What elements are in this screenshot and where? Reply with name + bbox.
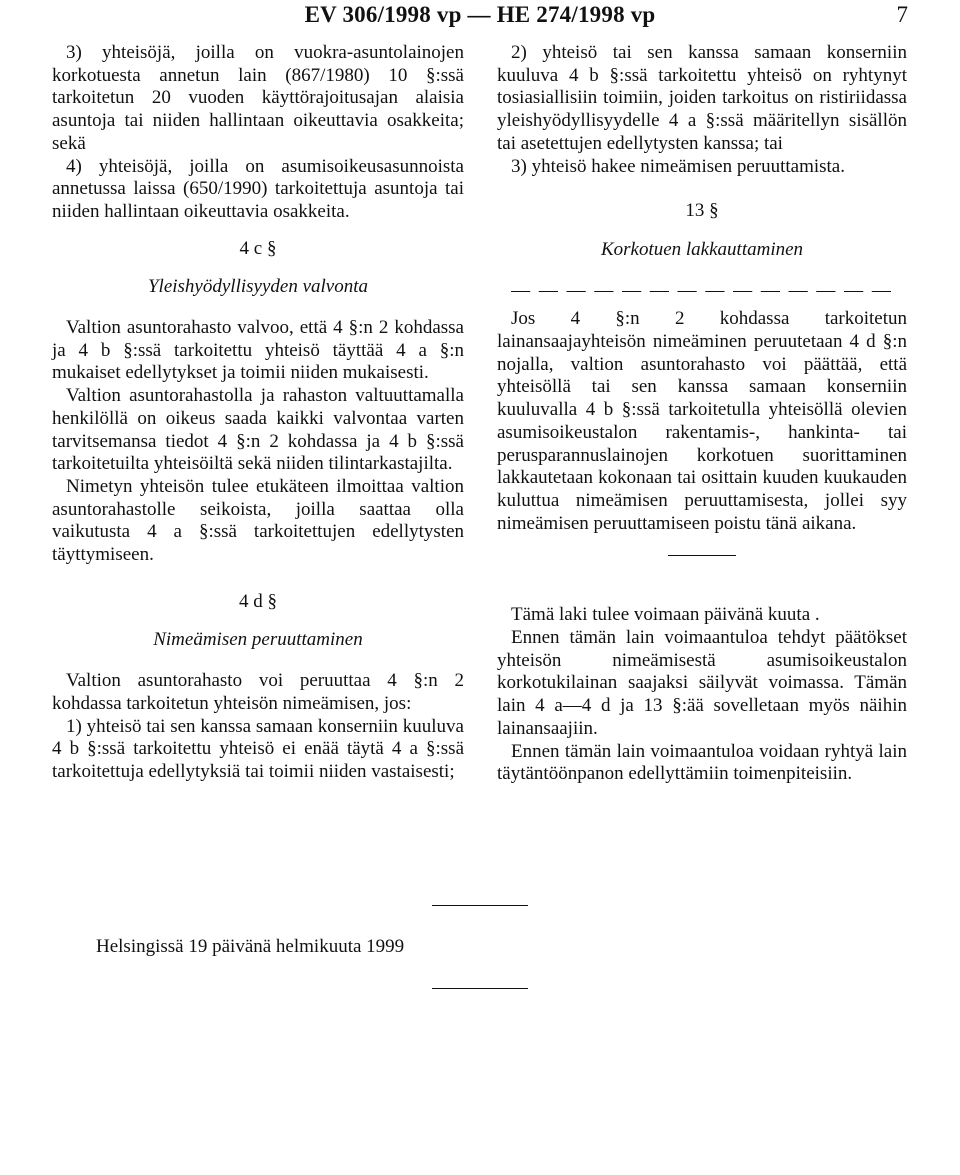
section-4c-paragraph-3: Nimetyn yhteisön tulee etukäteen ilmoittaa valtion asuntorahastolle seikoista, joilla saattaa olla vaikutusta 4 a §:ssä tarkoitettujen edellytysten täyttymiseen. [52,475,464,566]
section-4c-title: Yleishyödyllisyyden valvonta [147,276,369,298]
section-13-heading: 13 § [685,200,719,222]
section-4c-heading: 4 c § [239,237,277,259]
section-13-paragraph-1: Jos 4 §:n 2 kohdassa tarkoitetun lainansaajayhteisön nimeäminen peruutetaan 4 d §:n nojalla, valtion asuntorahasto voi päättää, että yhteisöllä tai sen kanssa samaan konserniin kuuluvalla 4 b §:ssä tarkoitetulla yhteisöllä olevien asumisoikeustalon rakentamis-, hankinta- tai perusparannuslainojen korkotuen suorittaminen lakkautetaan kokonaan tai osittain kuuden kuukauden kuluttua nimeämisen peruuttamisesta, jollei syy nimeämisen peruuttamiseen poistu tänä aikana. [497,308,907,534]
section-4c-paragraph-2: Valtion asuntorahastolla ja rahaston valtuuttamalla henkilöllä on oikeus saada kaikki valvontaa varten tarvitsemansa tiedot 4 §:n 2 kohdassa ja 4 b §:ssä tarkoitetuilta yhteisöiltä sekä niiden tilintarkastajilta. [52,385,464,475]
signature-separator-bottom [432,988,528,989]
list-item-2: 2) yhteisö tai sen kanssa samaan konserniin kuuluva 4 b §:ssä tarkoitettu yhteisö on ryhtynyt tosiasiallisiin toimiin, joiden tarkoitus on ristiriidassa yleishyödyllisyydelle 4 a §:ssä määritellyn sisällön tai asetettujen edellytysten kanssa; tai [497,42,907,154]
list-item-3: 3) yhteisöjä, joilla on vuokra-asuntolainojen korkotuesta annetun lain (867/1980) 10 §:ssä tarkoitetun 20 vuoden käyttörajoitusajan alaisia asuntoja tai niiden hallintaan oikeuttavia osakkeita; sekä [52,42,464,154]
list-item-3-right: 3) yhteisö hakee nimeämisen peruuttamista. [511,155,845,177]
omission-dashes: — — — — — — — — — — — — — — [511,279,893,301]
left-column [52,42,464,784]
signature-place-date: Helsingissä 19 päivänä helmikuuta 1999 [96,936,405,957]
section-4c-paragraph-1: Valtion asuntorahasto valvoo, että 4 §:n 2 kohdassa ja 4 b §:ssä tarkoitettu yhteisö täyttää 4 a §:n mukaiset edellytykset ja toimii niiden mukaisesti. [52,317,464,384]
section-4d-heading: 4 d § [239,590,277,612]
page-number: 7 [896,2,908,27]
page-header [0,0,960,40]
list-item-4: 4) yhteisöjä, joilla on asumisoikeusasunnoista annetussa laissa (650/1990) tarkoitettuja asuntoja tai niiden hallintaan oikeuttavia osakkeita. [52,155,464,222]
transitional-paragraph-1: Ennen tämän lain voimaantuloa tehdyt päätökset yhteisön nimeämisestä asumisoikeustalon korkotukilainan saajaksi säilyvät voimassa. Tämän lain 4 a—4 d ja 13 §:ää sovelletaan myös näihin lainansaajiin. [497,627,907,739]
right-column [497,42,907,786]
section-4d-paragraph-1: Valtion asuntorahasto voi peruuttaa 4 §:n 2 kohdassa tarkoitetun yhteisön nimeämisen, jos: [52,670,464,714]
section-4d-title: Nimeämisen peruuttaminen [153,629,363,651]
transitional-paragraph-2: Ennen tämän lain voimaantuloa voidaan ryhtyä lain täytäntöönpanon edellyttämiin toimenpiteisiin. [497,740,907,785]
document-reference: EV 306/1998 vp — HE 274/1998 vp [304,2,656,27]
signature-separator-top [432,905,528,906]
section-4d-item-1: 1) yhteisö tai sen kanssa samaan konserniin kuuluva 4 b §:ssä tarkoitettu yhteisö ei enää täytä 4 a §:ssä tarkoitettuja edellytyksiä tai toimii niiden vastaisesti; [52,715,464,782]
section-13-title: Korkotuen lakkauttaminen [600,238,804,260]
entry-into-force-paragraph: Tämä laki tulee voimaan päivänä kuuta . [511,604,820,626]
